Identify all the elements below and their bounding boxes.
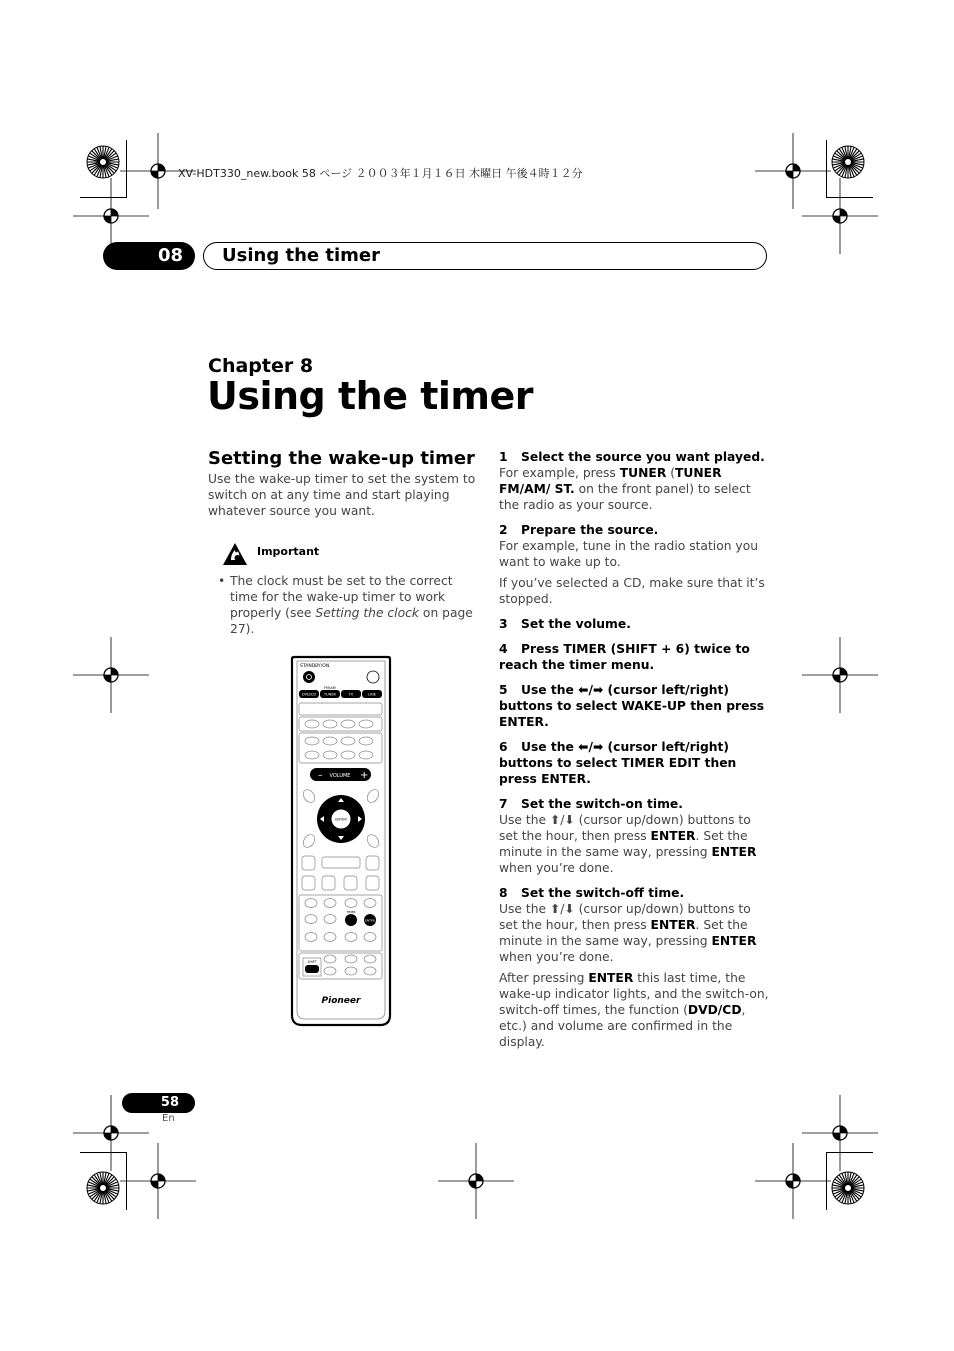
text-run: this last time, the wake-up indicator lights, and the switch-on, switch-off times, the function (: [499, 971, 769, 1017]
text-run: For example, tune in the radio station you want to wake up to.: [499, 539, 759, 569]
text-run: when you’re done.: [499, 950, 614, 964]
step-heading: [499, 739, 769, 787]
step-note: [499, 575, 769, 607]
important-icon: [222, 541, 248, 567]
volume-label: VOLUME: [329, 773, 351, 779]
step-number: 7: [499, 797, 508, 811]
shift-button: [305, 965, 319, 973]
bold-run: DVD/CD: [687, 1003, 742, 1017]
source-button-label: TV: [348, 692, 354, 697]
step-number: 1: [499, 450, 508, 464]
bold-run: TUNER FM/AM/ ST.: [499, 466, 722, 496]
step-heading-text: Set the switch-off time.: [521, 886, 685, 900]
intro-paragraph: Use the wake-up timer to set the system to switch on at any time and start playing whatever source you want.: [208, 472, 476, 518]
bullet-text-post: on page 27).: [230, 606, 473, 636]
step-5: [499, 682, 769, 730]
step-number: 6: [499, 740, 508, 754]
section-title: Setting the wake-up timer: [208, 448, 475, 469]
step-7: [499, 796, 769, 876]
text-run: For example, press: [499, 466, 620, 480]
bold-run: ENTER: [650, 829, 696, 843]
text-run: If you’ve selected a CD, make sure that it’s stopped.: [499, 576, 765, 606]
step-heading-text: Use the ⬅/➡ (cursor left/right) buttons to select TIMER EDIT then press ENTER.: [499, 740, 737, 786]
text-run: Use the ⬆/⬇ (cursor up/down) buttons to set the hour, then press: [499, 902, 751, 932]
bullet-dot: •: [218, 574, 226, 588]
text-run: , etc.) and volume are confirmed in the display.: [499, 1003, 746, 1049]
step-heading: [499, 449, 769, 465]
standby-button: [303, 671, 315, 683]
text-run: when you’re done.: [499, 861, 614, 875]
bold-run: ENTER: [650, 918, 696, 932]
text-run: on the front panel) to select the radio as your source.: [499, 482, 751, 512]
chapter-bar-title: Using the timer: [203, 242, 767, 270]
step-body: [499, 538, 769, 570]
fmam-label: FM/AM: [324, 686, 336, 690]
enter-label: ENTER: [335, 817, 347, 822]
step-heading-text: Set the switch-on time.: [521, 797, 683, 811]
step-heading: [499, 682, 769, 730]
text-run: . Set the minute in the same way, pressing: [499, 829, 748, 859]
chapter-label: Chapter 8: [208, 355, 314, 377]
step-number: 4: [499, 642, 508, 656]
shift-label: SHIFT: [307, 960, 317, 964]
bold-run: ENTER: [588, 971, 634, 985]
chapter-number-badge: 08: [103, 242, 195, 270]
step-body: [499, 465, 769, 513]
text-run: . Set the minute in the same way, pressing: [499, 918, 748, 948]
volume-minus-icon: –: [318, 770, 323, 781]
step-number: 2: [499, 523, 508, 537]
step-heading: [499, 616, 769, 632]
step-8: [499, 885, 769, 1050]
steps-column: [499, 449, 769, 1059]
brand-logo: Pioneer: [321, 996, 361, 1006]
step-heading-text: Press TIMER (SHIFT + 6) twice to reach the timer menu.: [499, 642, 750, 672]
step-heading: [499, 522, 769, 538]
step-heading-text: Use the ⬅/➡ (cursor left/right) buttons to select WAKE-UP then press ENTER.: [499, 683, 765, 729]
remote-control-illustration: [289, 655, 393, 1027]
step-2: [499, 522, 769, 607]
source-button-label: LINE: [368, 692, 376, 697]
bold-run: ENTER: [711, 934, 757, 948]
step-number: 5: [499, 683, 508, 697]
step-1: [499, 449, 769, 513]
step-note: [499, 970, 769, 1050]
bold-run: TUNER: [619, 466, 667, 480]
step-3: [499, 616, 769, 632]
important-bullet: [218, 573, 480, 637]
timer-label: TIMER: [346, 910, 356, 914]
source-button-label: TUNER: [324, 692, 336, 697]
bullet-text-pre: The clock must be set to the correct time for the wake-up timer to work properly (see: [230, 574, 453, 620]
step-heading: [499, 796, 769, 812]
text-run: (: [666, 466, 676, 480]
page-number-badge: 58: [122, 1093, 195, 1113]
step-4: [499, 641, 769, 673]
bold-run: ENTER: [711, 845, 757, 859]
enter-small-label: ENTER: [365, 918, 375, 923]
chapter-title: Using the timer: [207, 374, 534, 418]
step-heading: [499, 641, 769, 673]
step-body: [499, 901, 769, 965]
step-heading-text: Set the volume.: [521, 617, 631, 631]
step-heading: [499, 885, 769, 901]
bullet-text-italic: Setting the clock: [315, 606, 420, 620]
step-number: 8: [499, 886, 508, 900]
step-6: [499, 739, 769, 787]
text-run: Use the ⬆/⬇ (cursor up/down) buttons to set the hour, then press: [499, 813, 751, 843]
step-number: 3: [499, 617, 508, 631]
important-label: Important: [257, 545, 320, 558]
text-run: After pressing: [499, 971, 589, 985]
print-header: XV-HDT330_new.book 58 ページ ２００３年１月１６日 木曜日 午後４時１２分: [178, 167, 583, 180]
source-button-label: DVD/CD: [301, 692, 317, 697]
standby-label: STANDBY/ON: [300, 664, 330, 669]
page-language: En: [162, 1113, 175, 1124]
step-body: [499, 812, 769, 876]
step-heading-text: Prepare the source.: [521, 523, 659, 537]
timer-button: [345, 914, 357, 926]
volume-plus-icon: +: [360, 770, 369, 781]
step-heading-text: Select the source you want played.: [521, 450, 765, 464]
button-grid-top: [299, 703, 382, 763]
